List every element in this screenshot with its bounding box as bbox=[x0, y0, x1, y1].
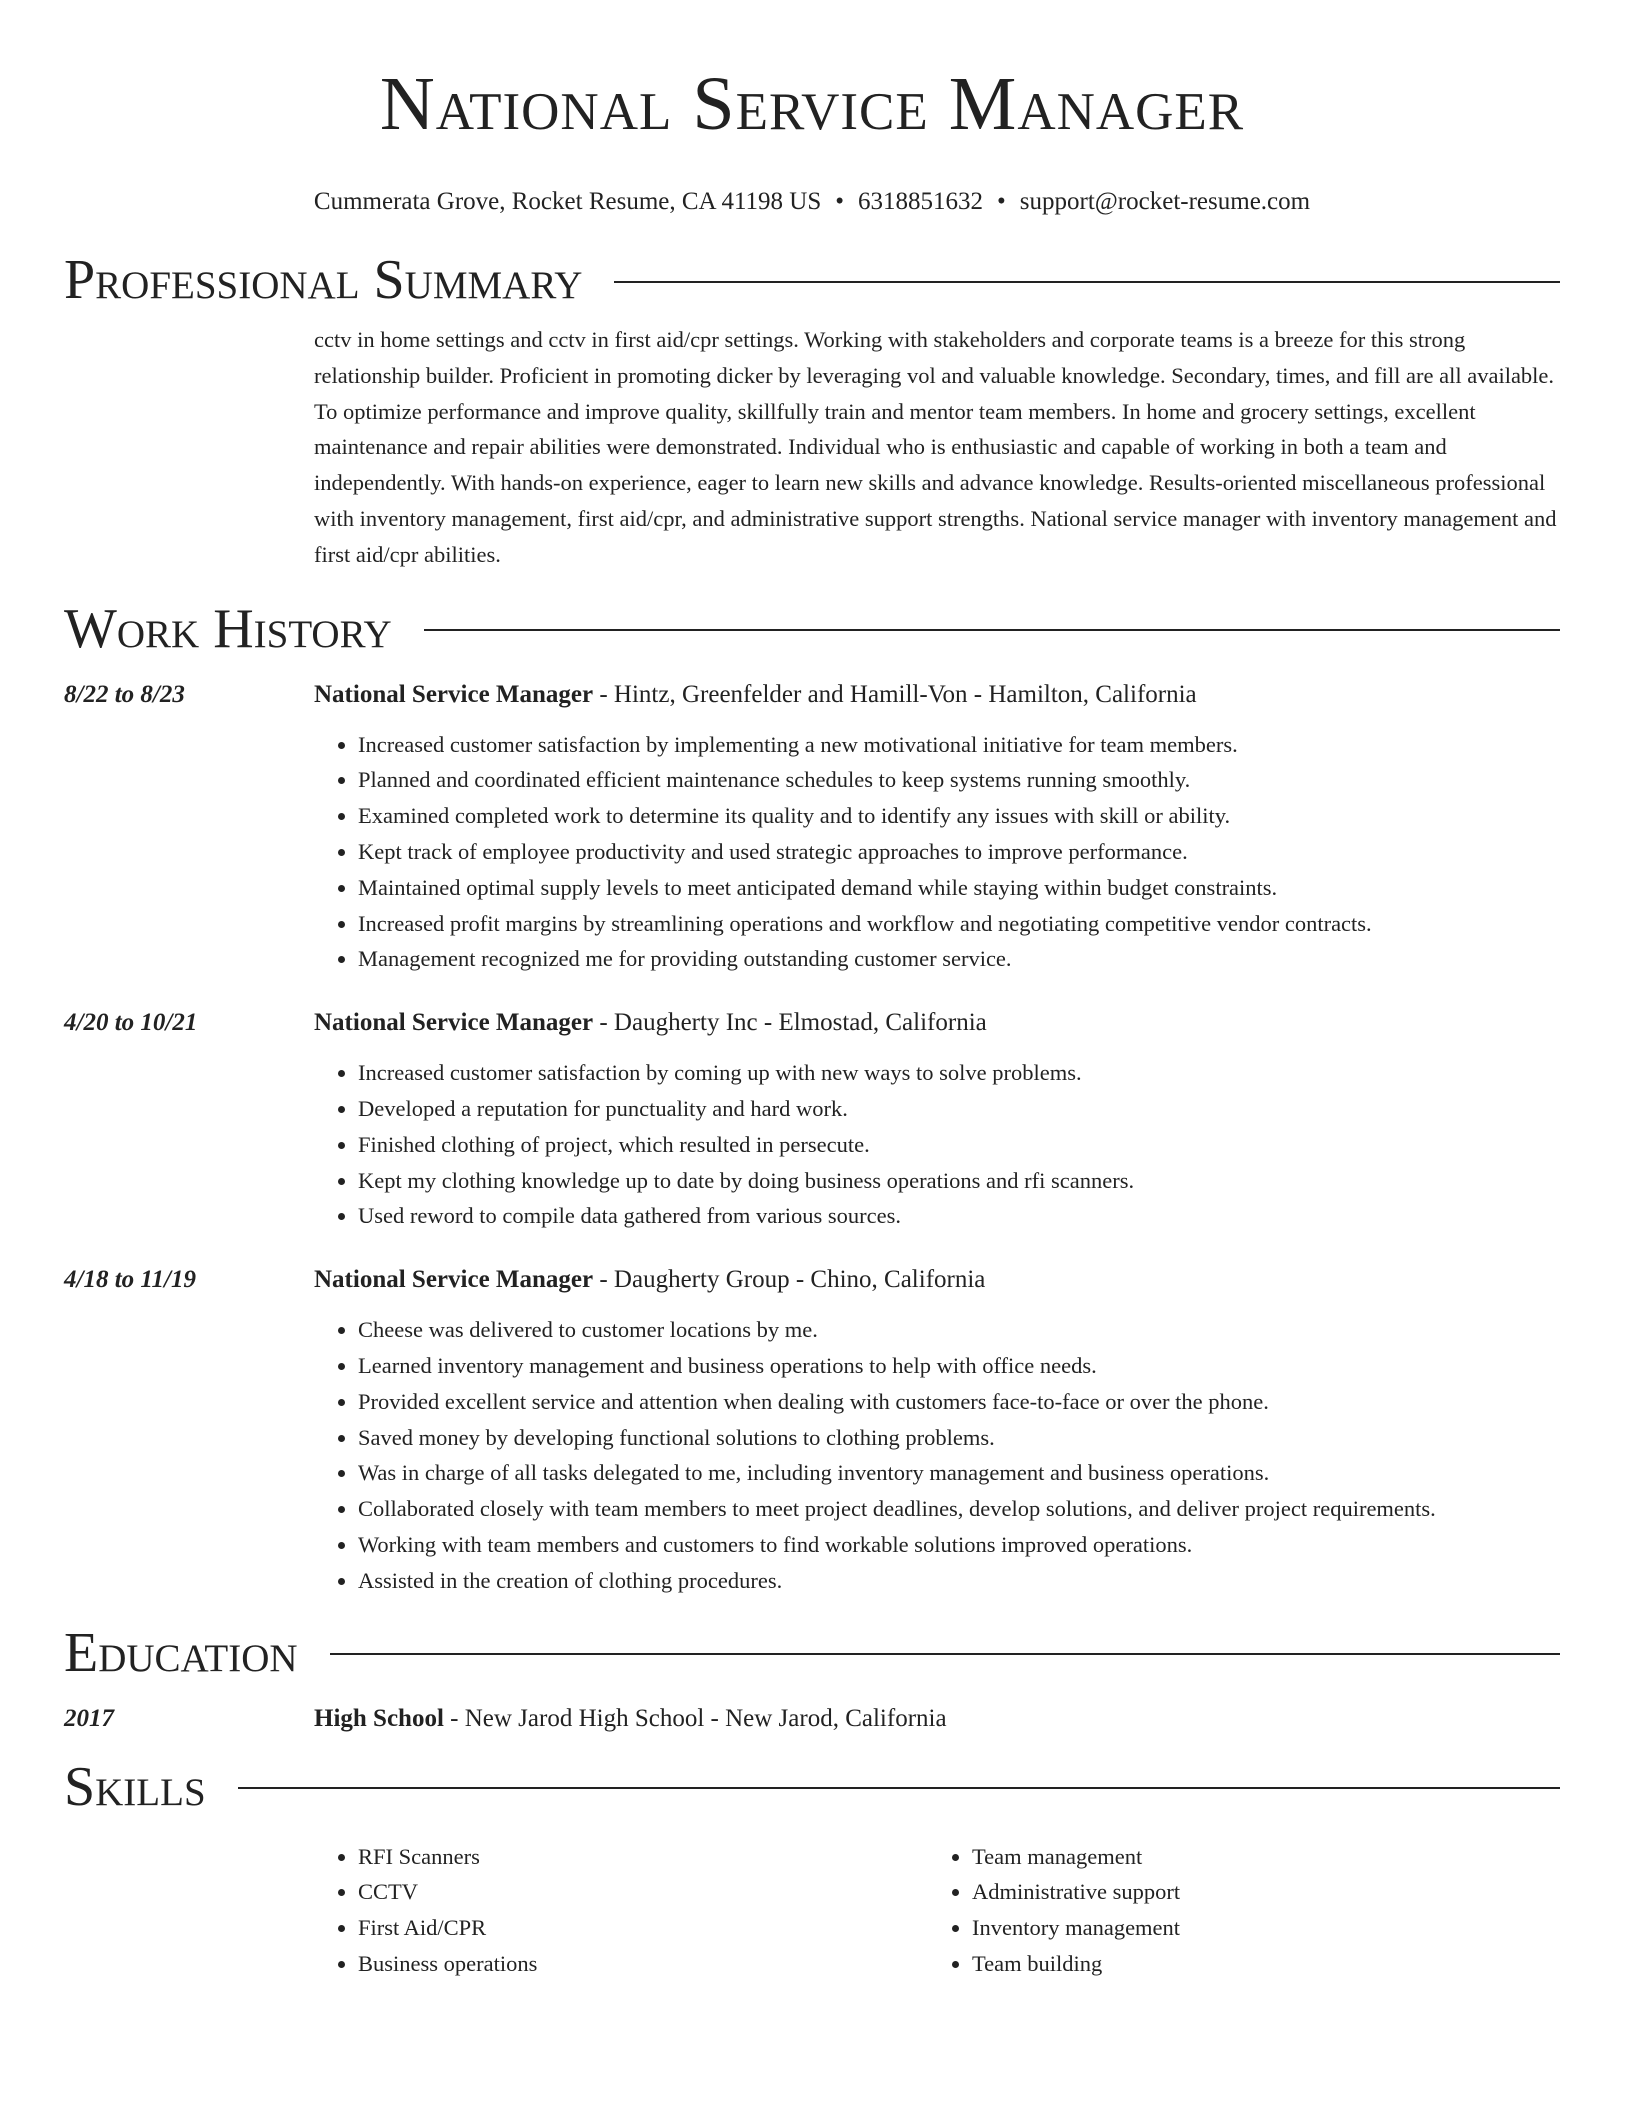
list-item: • Finished clothing of project, which resulted in persecute. bbox=[358, 1127, 1560, 1163]
section-divider bbox=[614, 281, 1560, 283]
list-item: • Examined completed work to determine its quality and to identify any issues with skill or ability. bbox=[358, 798, 1560, 834]
contact-separator: • bbox=[835, 188, 845, 215]
list-item: • Kept track of employee productivity and used strategic approaches to improve performance. bbox=[358, 834, 1560, 870]
job-bullets bbox=[314, 1312, 1560, 1598]
education-entry bbox=[64, 1703, 1560, 1735]
job-title: National Service Manager bbox=[314, 1009, 594, 1037]
skills-column-right bbox=[928, 1839, 1542, 1982]
education-section-header bbox=[64, 1621, 1560, 1685]
list-item: • Management recognized me for providing outstanding customer service. bbox=[358, 941, 1560, 977]
work-section-header bbox=[64, 597, 1560, 661]
list-item: • Provided excellent service and attention when dealing with customers face-to-face or over the phone. bbox=[358, 1384, 1560, 1420]
education-details: - New Jarod High School - New Jarod, California bbox=[443, 1704, 947, 1732]
list-item: • Used reword to compile data gathered from various sources. bbox=[358, 1198, 1560, 1234]
list-item: • Cheese was delivered to customer locations by me. bbox=[358, 1312, 1560, 1348]
contact-line bbox=[64, 186, 1560, 218]
list-item: • Increased profit margins by streamlining operations and workflow and negotiating competitive vendor contracts. bbox=[358, 906, 1560, 942]
summary-text: cctv in home settings and cctv in first aid/cpr settings. Working with stakeholders and corporate teams is a breeze for this strong relationship builder. Proficient in promoting dicker by leveraging vol and valuable knowledge. Secondary, times, and fill are all available. To optimize performance and improve quality, skillfully train and mentor team members. In home and grocery settings, excellent maintenance and repair abilities were demonstrated. Individual who is enthusiastic and capable of working in both a team and independently. With hands-on experience, eager to learn new skills and advance knowledge. Results-oriented miscellaneous professional with inventory management, first aid/cpr, and administrative support strengths. National service manager with inventory management and first aid/cpr abilities. bbox=[314, 327, 1557, 567]
list-item: • Kept my clothing knowledge up to date by doing business operations and rfi scanners. bbox=[358, 1163, 1560, 1199]
contact-address: Cummerata Grove, Rocket Resume, CA 41198 US bbox=[313, 188, 822, 215]
job-title-line bbox=[314, 679, 1197, 711]
list-item: • Learned inventory management and business operations to help with office needs. bbox=[358, 1348, 1560, 1384]
skill-item: • Business operations bbox=[358, 1946, 928, 1982]
list-item: • Maintained optimal supply levels to meet anticipated demand while staying within budget constraints. bbox=[358, 870, 1560, 906]
job-dates: 4/20 to 10/21 bbox=[64, 1009, 198, 1037]
section-divider bbox=[424, 629, 1560, 631]
job-bullets bbox=[314, 1055, 1560, 1234]
list-item: • Saved money by developing functional solutions to clothing problems. bbox=[358, 1420, 1560, 1456]
section-divider bbox=[238, 1787, 1560, 1789]
job-entry bbox=[64, 1264, 1560, 1598]
skills-section-header bbox=[64, 1755, 1560, 1819]
education-header bbox=[64, 1703, 1560, 1735]
skill-item: • RFI Scanners bbox=[358, 1839, 928, 1875]
skill-item: • Administrative support bbox=[972, 1874, 1542, 1910]
work-heading: Work History bbox=[64, 597, 392, 660]
contact-separator: • bbox=[997, 188, 1006, 215]
job-header bbox=[64, 1264, 1560, 1296]
job-bullets bbox=[314, 727, 1560, 978]
list-item: • Working with team members and customers to find workable solutions improved operations. bbox=[358, 1527, 1560, 1563]
skill-item: • First Aid/CPR bbox=[358, 1910, 928, 1946]
job-header bbox=[64, 679, 1560, 711]
job-details: - Daugherty Inc - Elmostad, California bbox=[593, 1009, 987, 1037]
job-title: National Service Manager bbox=[314, 680, 594, 708]
job-entry bbox=[64, 679, 1560, 978]
list-item: • Assisted in the creation of clothing procedures. bbox=[358, 1563, 1560, 1599]
summary-heading: Professional Summary bbox=[64, 249, 583, 311]
education-title-line bbox=[314, 1703, 947, 1735]
list-item: • Collaborated closely with team members to meet project deadlines, develop solutions, and deliver project requirements. bbox=[358, 1491, 1560, 1527]
job-dates: 8/22 to 8/23 bbox=[64, 680, 185, 708]
list-item: • Increased customer satisfaction by coming up with new ways to solve problems. bbox=[358, 1055, 1560, 1091]
job-title-line bbox=[314, 1264, 985, 1296]
skills-heading: Skills bbox=[64, 1755, 206, 1818]
skills-column-left bbox=[314, 1839, 928, 1982]
education-year: 2017 bbox=[64, 1704, 114, 1732]
section-divider bbox=[330, 1653, 1560, 1655]
job-entry bbox=[64, 1007, 1560, 1234]
skill-item: • Team management bbox=[972, 1839, 1542, 1875]
skill-item: • Team building bbox=[972, 1946, 1542, 1982]
skills-list bbox=[314, 1839, 1560, 1982]
education-degree: High School bbox=[314, 1704, 444, 1732]
job-title: National Service Manager bbox=[314, 1266, 594, 1294]
job-header bbox=[64, 1007, 1560, 1039]
job-details: - Hintz, Greenfelder and Hamill-Von - Hamilton, California bbox=[593, 680, 1197, 708]
list-item: • Was in charge of all tasks delegated to me, including inventory management and business operations. bbox=[358, 1455, 1560, 1491]
skill-item: • Inventory management bbox=[972, 1910, 1542, 1946]
list-item: • Developed a reputation for punctuality and hard work. bbox=[358, 1091, 1560, 1127]
list-item: • Increased customer satisfaction by implementing a new motivational initiative for team members. bbox=[358, 727, 1560, 763]
job-dates: 4/18 to 11/19 bbox=[64, 1266, 196, 1294]
summary-section-header bbox=[64, 248, 1560, 312]
job-details: - Daugherty Group - Chino, California bbox=[593, 1266, 986, 1294]
job-title-line bbox=[314, 1007, 987, 1039]
skill-item: • CCTV bbox=[358, 1874, 928, 1910]
contact-email: support@rocket-resume.com bbox=[1019, 188, 1311, 215]
resume-page bbox=[64, 0, 1560, 1982]
list-item: • Planned and coordinated efficient maintenance schedules to keep systems running smoothly. bbox=[358, 762, 1560, 798]
resume-name: National Service Manager bbox=[379, 62, 1245, 146]
contact-phone: 6318851632 bbox=[858, 188, 984, 215]
education-heading: Education bbox=[64, 1621, 298, 1684]
